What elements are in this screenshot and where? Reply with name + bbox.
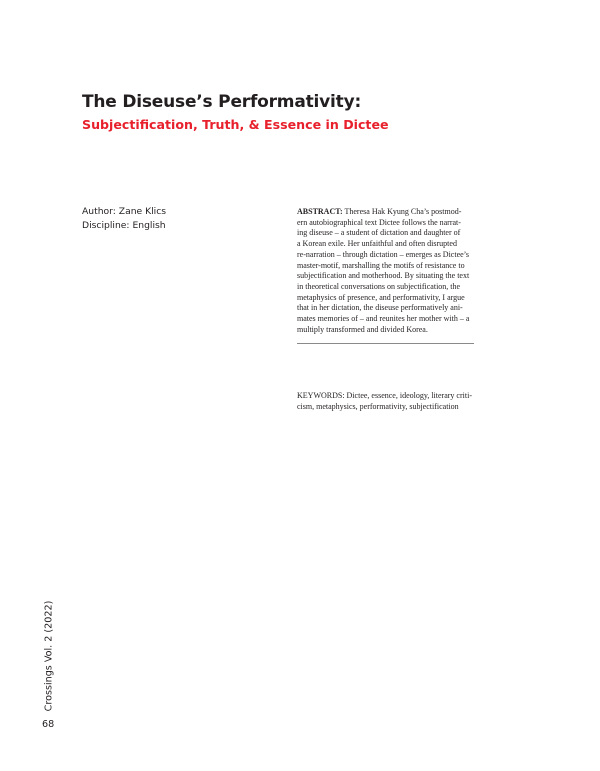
abstract-line: in theoretical conversations on subjectification, the bbox=[297, 281, 461, 291]
abstract-line: ern autobiographical text Dictee follows the narrat- bbox=[297, 217, 461, 227]
abstract-line: subjectification and motherhood. By situating the text bbox=[297, 271, 470, 281]
author-line: Author: Zane Klics bbox=[82, 206, 167, 217]
abstract-line: master-motif, marshalling the motifs of resistance to bbox=[297, 260, 465, 270]
abstract-line: mates memories of – and reunites her mother with – a bbox=[297, 314, 470, 324]
keywords-block bbox=[297, 391, 511, 412]
discipline-line: Discipline: English bbox=[82, 220, 166, 231]
journal-running-head: Crossings Vol. 2 (2022) bbox=[43, 600, 55, 712]
abstract-line: multiply transformed and divided Korea. bbox=[297, 324, 428, 334]
article-subtitle: Subjectification, Truth, & Essence in Dictee bbox=[82, 117, 389, 132]
abstract-line-text: Theresa Hak Kyung Cha’s postmod- bbox=[342, 207, 462, 216]
abstract-line: ing diseuse – a student of dictation and daughter of bbox=[297, 228, 461, 238]
abstract-block bbox=[297, 207, 511, 335]
abstract-line: metaphysics of presence, and performativity, I argue bbox=[297, 292, 465, 302]
keywords-line: KEYWORDS: Dictee, essence, ideology, literary criti- bbox=[297, 391, 472, 400]
abstract-line: re-narration – through dictation – emerges as Dictee’s bbox=[297, 249, 470, 259]
keywords-line: cism, metaphysics, performativity, subjectification bbox=[297, 401, 459, 411]
abstract-line: that in her dictation, the diseuse performatively ani- bbox=[297, 303, 463, 313]
article-title: The Diseuse’s Performativity: bbox=[82, 92, 362, 112]
abstract-line bbox=[297, 207, 511, 218]
page-number: 68 bbox=[42, 719, 55, 730]
abstract-line: a Korean exile. Her unfaithful and often disrupted bbox=[297, 239, 457, 249]
abstract-label: ABSTRACT: bbox=[297, 207, 343, 216]
article-metadata bbox=[82, 205, 166, 233]
section-divider bbox=[297, 343, 474, 344]
